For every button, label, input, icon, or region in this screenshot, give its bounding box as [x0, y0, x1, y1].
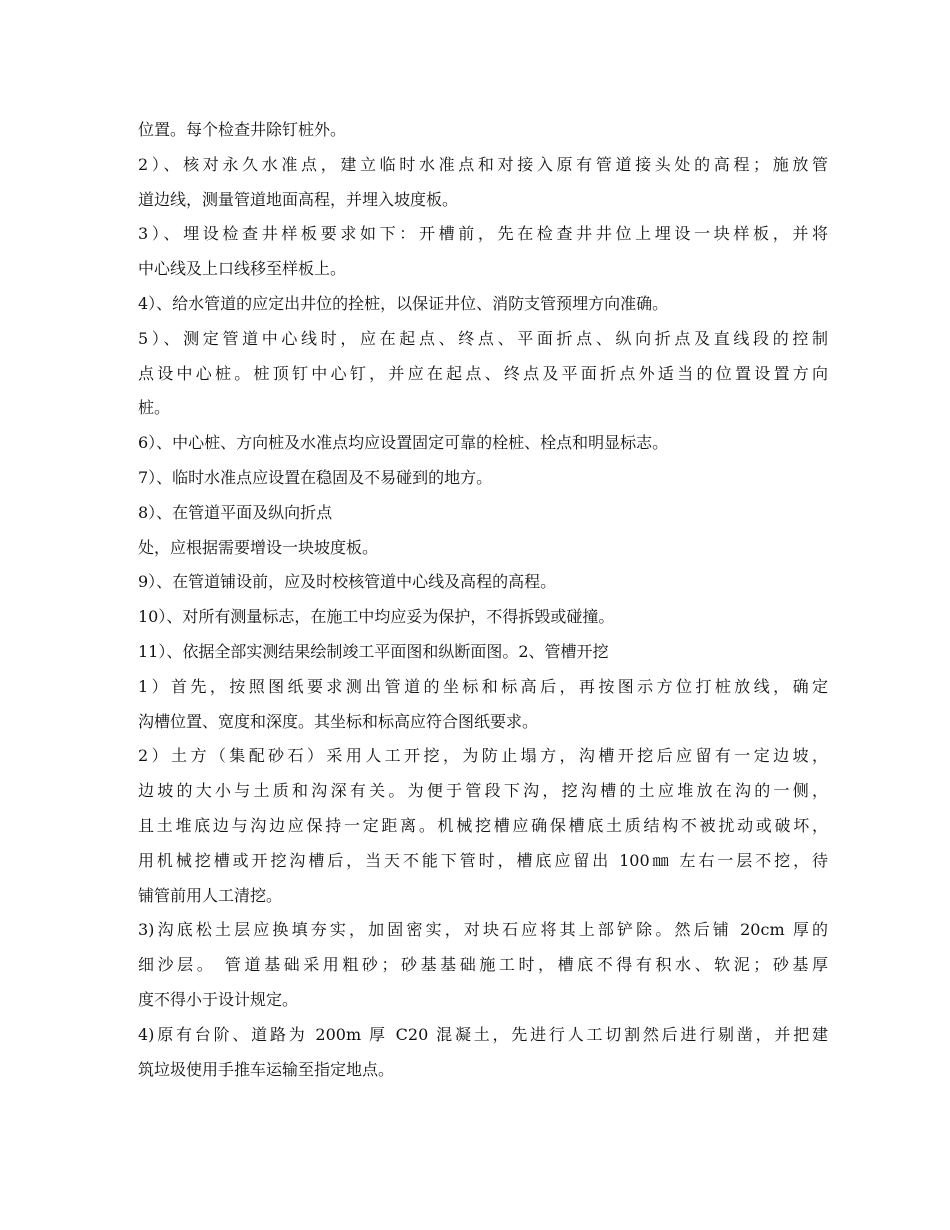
text-line: 8）、在管道平面及纵向折点 — [138, 502, 333, 522]
text-line: 11）、依据全部实测结果绘制竣工平面图和纵断面图。2、管槽开挖 — [138, 641, 609, 661]
text-line: 5）、测定管道中心线时，应在起点、终点、平面折点、纵向折点及直线段的控制 — [138, 328, 828, 348]
text-line: 筑垃圾使用手推车运输至指定地点。 — [138, 1059, 395, 1079]
document-body — [138, 113, 828, 1087]
text-line: 中心线及上口线移至样板上。 — [138, 259, 347, 279]
text-line: 细沙层。 管道基础采用粗砂；砂基基础施工时，槽底不得有积水、软泥；砂基厚 — [138, 955, 828, 975]
text-line: 位置。每个检查井除钉桩外。 — [138, 120, 347, 139]
text-line: 10）、对所有测量标志，在施工中均应妥为保护，不得拆毁或碰撞。 — [138, 607, 615, 627]
text-line: 4)原有台阶、道路为 200m 厚 C20 混凝土，先进行人工切割然后进行剔凿，并把建 — [138, 1024, 828, 1044]
text-line: 4）、给水管道的应定出井位的拴桩，以保证井位、消防支管预埋方向准确。 — [138, 293, 669, 313]
text-line: 度不得小于设计规定。 — [138, 989, 299, 1009]
text-line: 3)沟底松土层应换填夯实，加固密实，对块石应将其上部铲除。然后铺 20cm 厚的 — [138, 920, 828, 940]
text-line: 9）、在管道铺设前，应及时校核管道中心线及高程的高程。 — [138, 572, 557, 592]
text-line: 7）、临时水准点应设置在稳固及不易碰到的地方。 — [138, 467, 493, 487]
text-line: 1）首先，按照图纸要求测出管道的坐标和标高后，再按图示方位打桩放线，确定 — [138, 676, 828, 696]
text-line: 3）、埋设检查井样板要求如下：开槽前，先在检查井井位上埋设一块样板，并将 — [138, 224, 828, 244]
text-line: 2）、核对永久水准点，建立临时水准点和对接入原有管道接头处的高程；施放管 — [138, 154, 828, 174]
text-line: 桩。 — [138, 398, 171, 418]
text-line: 点设中心桩。桩顶钉中心钉，并应在起点、终点及平面折点外适当的位置设置方向 — [138, 363, 828, 383]
text-line: 2）土方（集配砂石）采用人工开挖，为防止塌方，沟槽开挖后应留有一定边坡， — [138, 746, 828, 766]
text-line: 道边线，测量管道地面高程，并埋入坡度板。 — [138, 189, 459, 209]
text-line: 处，应根据需要增设一块坡度板。 — [138, 537, 379, 557]
text-line: 沟槽位置、宽度和深度。其坐标和标高应符合图纸要求。 — [138, 711, 539, 731]
text-line: 且土堆底边与沟边应保持一定距离。机械挖槽应确保槽底土质结构不被扰动或破坏， — [138, 815, 828, 835]
text-line: 用机械挖槽或开挖沟槽后，当天不能下管时，槽底应留出 100㎜ 左右一层不挖，待 — [138, 850, 828, 870]
text-line: 铺管前用人工清挖。 — [138, 885, 283, 905]
text-line: 6）、中心桩、方向桩及水准点均应设置固定可靠的栓桩、栓点和明显标志。 — [138, 433, 669, 453]
text-line: 边坡的大小与土质和沟深有关。为便于管段下沟，挖沟槽的土应堆放在沟的一侧， — [138, 781, 828, 801]
